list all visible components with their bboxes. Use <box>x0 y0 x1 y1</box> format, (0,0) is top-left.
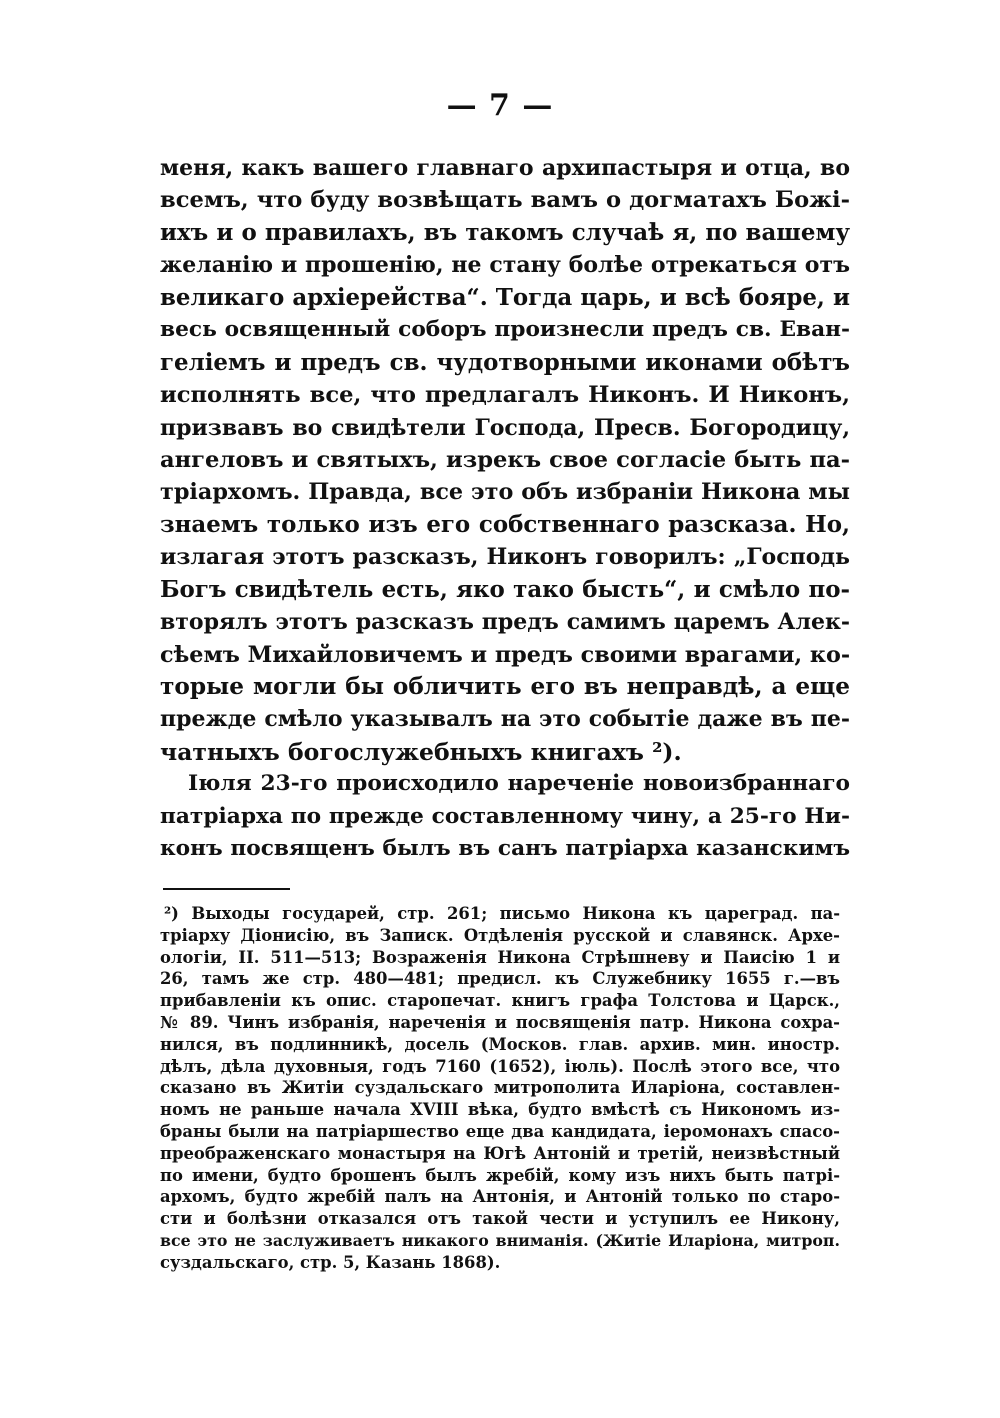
paragraph-end-line: чатныхъ богослужебныхъ книгахъ ²). <box>160 737 682 766</box>
footnote-line: по имени, будто брошенъ былъ жребій, кому изъ нихъ быть патрі- <box>160 1165 840 1185</box>
footnote-line: нился, въ подлинникѣ, досель (Москов. глав. архив. мин. иностр. <box>160 1034 840 1054</box>
footnote-line: ологіи, II. 511—513; Возраженія Никона Стрѣшневу и Паисію 1 и <box>160 947 840 967</box>
footnote-section <box>160 903 840 1274</box>
text-line: исполнять все, что предлагалъ Никонъ. И Никонъ, <box>160 382 850 409</box>
text-line: меня, какъ вашего главнаго архипастыря и отца, во <box>160 155 850 181</box>
page-number: — 7 — <box>446 88 554 123</box>
footnote-line: номъ не раньше начала XVIII вѣка, будто вмѣстѣ съ Никономъ из- <box>160 1100 840 1120</box>
text-line: конъ посвященъ былъ въ санъ патріарха казанскимъ <box>160 836 850 862</box>
footnote-line: ²) Выходы государей, стр. 261; письмо Никона къ цареград. па- <box>164 904 840 923</box>
text-line: желанію и прошенію, не стану болѣе отрекаться отъ <box>160 252 850 279</box>
footnote-line: сти и болѣзни отказался отъ такой чести и уступилъ ее Никону, <box>160 1209 840 1229</box>
text-line: знаемъ только изъ его собственнаго разсказа. Но, <box>160 510 850 538</box>
footnote-line: преображенскаго монастыря на Югѣ Антоній и третій, неизвѣстный <box>160 1143 840 1163</box>
text-line: сѣемъ Михайловичемъ и предъ своими врагами, ко- <box>160 641 851 668</box>
main-text <box>160 152 850 866</box>
footnote-line: дѣлъ, дѣла духовныя, годъ 7160 (1652), іюль). Послѣ этого все, что <box>160 1056 840 1076</box>
text-line: великаго архіерейства“. Тогда царь, и всѣ бояре, и <box>160 283 850 311</box>
footnote-line: все это не заслуживаетъ никакого вниманія. (Житіе Иларіона, митроп. <box>160 1230 840 1250</box>
text-line: геліемъ и предъ св. чудотворными иконами обѣтъ <box>160 348 850 376</box>
footnote-last-line: суздальскаго, стр. 5, Казань 1868). <box>160 1252 501 1272</box>
footnote-line: архомъ, будто жребій палъ на Антонія, и Антоній только по старо- <box>160 1187 840 1207</box>
footnote-line: 26, тамъ же стр. 480—481; предисл. къ Служебнику 1655 г.—въ <box>160 969 840 989</box>
text-line: весь освященный соборъ произнесли предъ св. Еван- <box>160 317 850 343</box>
footnote-divider <box>163 888 290 890</box>
text-line: ангеловъ и святыхъ, изрекъ свое согласіе быть па- <box>160 446 850 473</box>
text-line: призвавъ во свидѣтели Господа, Пресв. Богородицу, <box>160 414 850 441</box>
footnote-line: тріарху Діонисію, въ Записк. Отдѣленія русской и славянск. Архе- <box>160 925 840 945</box>
text-line: торые могли бы обличить его въ неправдѣ, а еще <box>160 673 850 700</box>
footnote-line: браны были на патріаршество еще два кандидата, іеромонахъ спасо- <box>160 1121 840 1141</box>
text-line: излагая этотъ разсказъ, Никонъ говорилъ: „Господь <box>160 544 850 571</box>
footnote-line: № 89. Чинъ избранія, нареченія и посвященія патр. Никона сохра- <box>160 1012 840 1032</box>
text-line: ихъ и о правилахъ, въ такомъ случаѣ я, по вашему <box>160 218 850 246</box>
text-line: вторялъ этотъ разсказъ предъ самимъ царемъ Алек- <box>160 609 850 636</box>
text-line: патріарха по прежде составленному чину, а 25-го Ни- <box>160 803 850 829</box>
footnote-line: прибавленіи къ опис. старопечат. книгъ графа Толстова и Царск., <box>160 991 840 1011</box>
text-line: тріархомъ. Правда, все это объ избраніи Никона мы <box>160 479 850 506</box>
footnote-line: сказано въ Житіи суздальскаго митрополита Иларіона, составлен- <box>160 1078 840 1098</box>
paragraph-start-line: Іюля 23-го происходило нареченіе новоизбраннаго <box>188 771 850 797</box>
text-line: прежде смѣло указывалъ на это событіе даже въ пе- <box>160 706 850 733</box>
text-line: всемъ, что буду возвѣщать вамъ о догматахъ Божі- <box>160 187 850 214</box>
text-line: Богъ свидѣтель есть, яко тако бысть“, и смѣло по- <box>160 575 850 603</box>
